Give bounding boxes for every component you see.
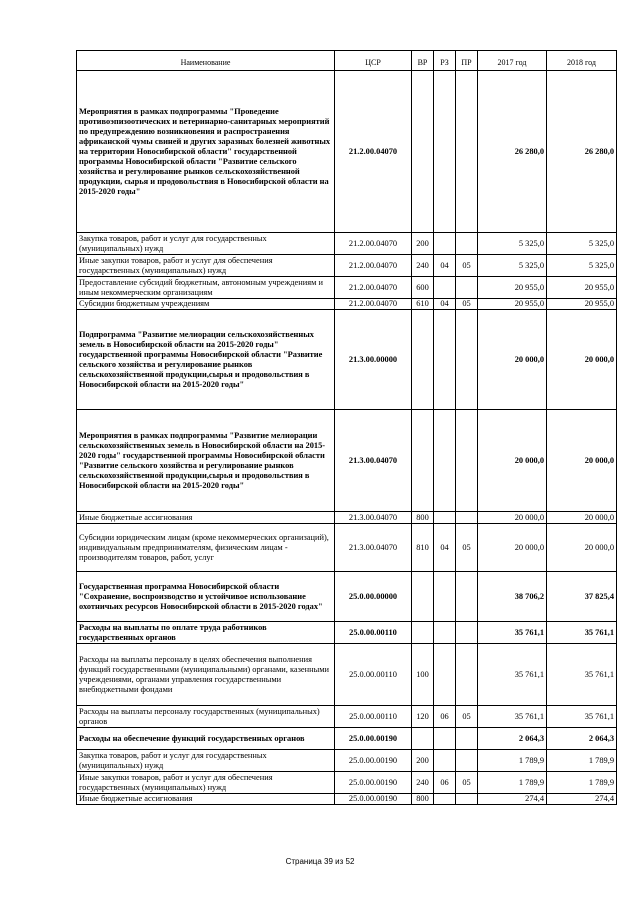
cell-vr: 120 [412, 706, 434, 728]
table-row [77, 572, 617, 622]
cell-csr: 21.3.00.00000 [335, 310, 412, 410]
cell-csr: 21.3.00.04070 [335, 512, 412, 524]
cell-name: Закупка товаров, работ и услуг для государственных (муниципальных) нужд [77, 750, 335, 772]
cell-rz [434, 622, 456, 644]
table-row [77, 410, 617, 512]
cell-rz [434, 750, 456, 772]
cell-vr: 610 [412, 299, 434, 310]
cell-vr: 240 [412, 772, 434, 794]
table-row [77, 71, 617, 233]
header-rz: РЗ [434, 51, 456, 71]
cell-rz: 04 [434, 255, 456, 277]
cell-vr [412, 728, 434, 750]
cell-pr: 05 [456, 706, 478, 728]
cell-name: Расходы на выплаты персоналу в целях обеспечения выполнения функций государственными (муниципальными) органами, казенными учреждениями, органами управления государственными внебюджетными фондами [77, 644, 335, 706]
cell-y2017: 20 000,0 [478, 310, 547, 410]
cell-rz [434, 233, 456, 255]
cell-vr [412, 310, 434, 410]
table-row [77, 277, 617, 299]
cell-name: Расходы на выплаты по оплате труда работников государственных органов [77, 622, 335, 644]
table-row [77, 772, 617, 794]
cell-csr: 21.2.00.04070 [335, 299, 412, 310]
table-row [77, 794, 617, 805]
cell-vr [412, 71, 434, 233]
page-footer: Страница 39 из 52 [285, 857, 355, 866]
cell-pr: 05 [456, 255, 478, 277]
cell-y2018: 1 789,9 [547, 750, 617, 772]
cell-pr [456, 310, 478, 410]
cell-csr: 25.0.00.00110 [335, 706, 412, 728]
cell-csr: 25.0.00.00000 [335, 572, 412, 622]
cell-pr [456, 750, 478, 772]
header-csr: ЦСР [335, 51, 412, 71]
cell-y2017: 35 761,1 [478, 622, 547, 644]
cell-csr: 25.0.00.00190 [335, 772, 412, 794]
cell-vr: 810 [412, 524, 434, 572]
cell-y2017: 5 325,0 [478, 233, 547, 255]
table-row [77, 622, 617, 644]
cell-y2018: 20 000,0 [547, 310, 617, 410]
table-row [77, 750, 617, 772]
cell-y2017: 1 789,9 [478, 772, 547, 794]
cell-y2017: 26 280,0 [478, 71, 547, 233]
cell-y2017: 274,4 [478, 794, 547, 805]
cell-y2018: 26 280,0 [547, 71, 617, 233]
cell-csr: 21.2.00.04070 [335, 255, 412, 277]
cell-y2018: 35 761,1 [547, 622, 617, 644]
cell-name: Субсидии бюджетным учреждениям [77, 299, 335, 310]
cell-rz [434, 512, 456, 524]
cell-y2018: 35 761,1 [547, 644, 617, 706]
cell-name: Субсидии юридическим лицам (кроме некоммерческих организаций), индивидуальным предпринимателям, физическим лицам - производителям товаров, работ, услуг [77, 524, 335, 572]
cell-pr [456, 512, 478, 524]
cell-pr [456, 622, 478, 644]
cell-rz: 04 [434, 524, 456, 572]
cell-y2018: 2 064,3 [547, 728, 617, 750]
cell-name: Расходы на выплаты персоналу государственных (муниципальных) органов [77, 706, 335, 728]
cell-y2018: 20 955,0 [547, 277, 617, 299]
cell-name: Иные бюджетные ассигнования [77, 794, 335, 805]
header-name: Наименование [77, 51, 335, 71]
cell-y2018: 5 325,0 [547, 255, 617, 277]
cell-rz: 06 [434, 706, 456, 728]
cell-vr: 100 [412, 644, 434, 706]
cell-y2017: 20 000,0 [478, 512, 547, 524]
header-2017: 2017 год [478, 51, 547, 71]
cell-y2017: 20 000,0 [478, 410, 547, 512]
cell-name: Мероприятия в рамках подпрограммы "Проведение противоэпизоотических и ветеринарно-санитарных мероприятий по предупреждению возникновения и распространения африканской чумы свиней и других заразных болезней животных на территории Новосибирской области" государственной программы Новосибирской области "Развитие сельского хозяйства и регулирование рынков сельскохозяйственной продукции, сырья и продовольствия в Новосибирской области на 2015-2020 годы" [77, 71, 335, 233]
cell-csr: 21.2.00.04070 [335, 233, 412, 255]
cell-csr: 25.0.00.00110 [335, 622, 412, 644]
cell-pr [456, 572, 478, 622]
cell-pr: 05 [456, 772, 478, 794]
cell-y2018: 20 000,0 [547, 524, 617, 572]
cell-pr: 05 [456, 524, 478, 572]
cell-name: Предоставление субсидий бюджетным, автономным учреждениям и иным некоммерческим организациям [77, 277, 335, 299]
cell-rz [434, 728, 456, 750]
cell-vr: 800 [412, 794, 434, 805]
cell-y2018: 20 000,0 [547, 512, 617, 524]
cell-name: Иные закупки товаров, работ и услуг для обеспечения государственных (муниципальных) нужд [77, 255, 335, 277]
document-page [76, 50, 616, 805]
cell-vr [412, 622, 434, 644]
cell-rz [434, 572, 456, 622]
cell-csr: 21.2.00.04070 [335, 71, 412, 233]
cell-rz [434, 644, 456, 706]
cell-y2017: 35 761,1 [478, 706, 547, 728]
cell-rz [434, 277, 456, 299]
table-row [77, 512, 617, 524]
table-row [77, 524, 617, 572]
cell-y2018: 274,4 [547, 794, 617, 805]
cell-pr [456, 71, 478, 233]
header-pr: ПР [456, 51, 478, 71]
table-row [77, 233, 617, 255]
cell-vr: 240 [412, 255, 434, 277]
cell-name: Государственная программа Новосибирской области "Сохранение, воспроизводство и устойчивое использование охотничьих ресурсов Новосибирской области в 2015-2020 годах" [77, 572, 335, 622]
cell-name: Подпрограмма "Развитие мелиорации сельскохозяйственных земель в Новосибирской области на 2015-2020 годы" государственной программы Новосибирской области "Развитие сельского хозяйства и регулирование рынков сельскохозяйственной продукции,сырья и продовольствия в Новосибирской области на 2015-2020 годы" [77, 310, 335, 410]
cell-y2017: 20 955,0 [478, 299, 547, 310]
cell-pr [456, 277, 478, 299]
cell-y2017: 20 955,0 [478, 277, 547, 299]
cell-pr [456, 794, 478, 805]
cell-csr: 25.0.00.00190 [335, 794, 412, 805]
cell-vr: 600 [412, 277, 434, 299]
cell-y2017: 2 064,3 [478, 728, 547, 750]
cell-y2018: 5 325,0 [547, 233, 617, 255]
cell-y2018: 37 825,4 [547, 572, 617, 622]
cell-csr: 25.0.00.00190 [335, 750, 412, 772]
cell-pr [456, 644, 478, 706]
cell-y2018: 35 761,1 [547, 706, 617, 728]
cell-name: Закупка товаров, работ и услуг для государственных (муниципальных) нужд [77, 233, 335, 255]
cell-y2017: 35 761,1 [478, 644, 547, 706]
cell-pr [456, 233, 478, 255]
cell-pr [456, 410, 478, 512]
cell-csr: 21.3.00.04070 [335, 410, 412, 512]
table-header-row [77, 51, 617, 71]
cell-csr: 25.0.00.00190 [335, 728, 412, 750]
table-row [77, 310, 617, 410]
cell-y2018: 1 789,9 [547, 772, 617, 794]
cell-y2018: 20 955,0 [547, 299, 617, 310]
cell-y2018: 20 000,0 [547, 410, 617, 512]
cell-rz [434, 794, 456, 805]
cell-vr [412, 572, 434, 622]
cell-name: Иные бюджетные ассигнования [77, 512, 335, 524]
table-row [77, 299, 617, 310]
header-2018: 2018 год [547, 51, 617, 71]
table-row [77, 255, 617, 277]
table-row [77, 706, 617, 728]
cell-y2017: 20 000,0 [478, 524, 547, 572]
cell-pr: 05 [456, 299, 478, 310]
cell-name: Мероприятия в рамках подпрограммы "Развитие мелиорации сельскохозяйственных земель в Новосибирской области на 2015-2020 годы" государственной программы Новосибирской области "Развитие сельского хозяйства и регулирование рынков сельскохозяйственной продукции,сырья и продовольствия в Новосибирской области на 2015-2020 годы" [77, 410, 335, 512]
cell-name: Расходы на обеспечение функций государственных органов [77, 728, 335, 750]
cell-vr: 800 [412, 512, 434, 524]
cell-csr: 25.0.00.00110 [335, 644, 412, 706]
cell-vr: 200 [412, 233, 434, 255]
cell-y2017: 1 789,9 [478, 750, 547, 772]
cell-vr [412, 410, 434, 512]
cell-rz: 06 [434, 772, 456, 794]
budget-table [76, 50, 617, 805]
header-vr: ВР [412, 51, 434, 71]
cell-csr: 21.3.00.04070 [335, 524, 412, 572]
cell-csr: 21.2.00.04070 [335, 277, 412, 299]
table-row [77, 728, 617, 750]
cell-y2017: 38 706,2 [478, 572, 547, 622]
cell-y2017: 5 325,0 [478, 255, 547, 277]
table-row [77, 644, 617, 706]
cell-vr: 200 [412, 750, 434, 772]
cell-pr [456, 728, 478, 750]
cell-name: Иные закупки товаров, работ и услуг для обеспечения государственных (муниципальных) нужд [77, 772, 335, 794]
cell-rz [434, 410, 456, 512]
cell-rz [434, 310, 456, 410]
cell-rz [434, 71, 456, 233]
cell-rz: 04 [434, 299, 456, 310]
